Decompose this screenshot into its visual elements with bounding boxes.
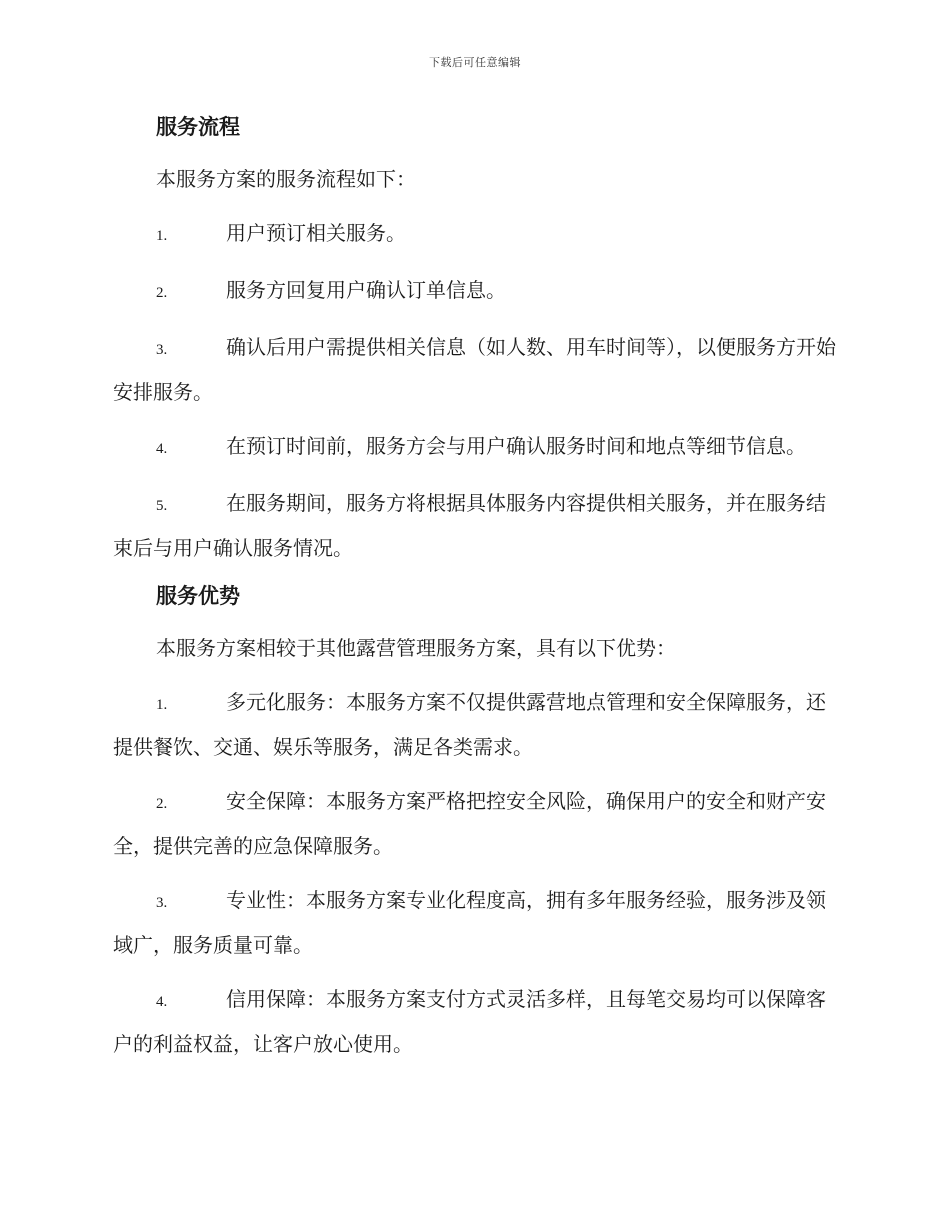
list-number: 1. (156, 697, 168, 713)
list-item (113, 681, 837, 768)
section-intro: 本服务方案的服务流程如下： (156, 167, 416, 191)
list-item (113, 482, 837, 569)
list-item (113, 978, 837, 1065)
list-text: 多元化服务：本服务方案不仅提供露营地点管理和安全保障服务，还提供餐饮、交通、娱乐等服务，满足各类需求。 (113, 690, 826, 759)
list-item (113, 326, 837, 413)
list-item (113, 425, 837, 470)
list-text: 在预订时间前，服务方会与用户确认服务时间和地点等细节信息。 (226, 434, 806, 458)
section-service-advantages (113, 577, 837, 1065)
header-note: 下载后可任意编辑 (429, 56, 521, 69)
list-number: 1. (156, 228, 168, 244)
list-number: 4. (156, 441, 168, 457)
list-item (113, 212, 837, 257)
list-text: 专业性：本服务方案专业化程度高，拥有多年服务经验，服务涉及领域广，服务质量可靠。 (113, 888, 826, 957)
list-number: 3. (156, 342, 168, 358)
list-text: 确认后用户需提供相关信息（如人数、用车时间等），以便服务方开始安排服务。 (113, 335, 836, 404)
list-text: 用户预订相关服务。 (226, 221, 406, 245)
list-text: 信用保障：本服务方案支付方式灵活多样，且每笔交易均可以保障客户的利益权益，让客户放心使用。 (113, 987, 826, 1056)
section-title: 服务流程 (156, 114, 240, 139)
list-number: 3. (156, 895, 168, 911)
section-service-process (113, 108, 837, 569)
section-title: 服务优势 (156, 583, 240, 608)
list-text: 服务方回复用户确认订单信息。 (226, 278, 506, 302)
list-item (113, 879, 837, 966)
list-number: 2. (156, 285, 168, 301)
list-text: 在服务期间，服务方将根据具体服务内容提供相关服务，并在服务结束后与用户确认服务情况。 (113, 491, 826, 560)
list-item (113, 780, 837, 867)
list-number: 5. (156, 498, 168, 514)
document-body (113, 108, 837, 1065)
list-item (113, 269, 837, 314)
list-text: 安全保障：本服务方案严格把控安全风险，确保用户的安全和财产安全，提供完善的应急保障服务。 (113, 789, 826, 858)
list-number: 2. (156, 796, 168, 812)
list-number: 4. (156, 994, 168, 1010)
section-intro: 本服务方案相较于其他露营管理服务方案，具有以下优势： (156, 636, 676, 660)
